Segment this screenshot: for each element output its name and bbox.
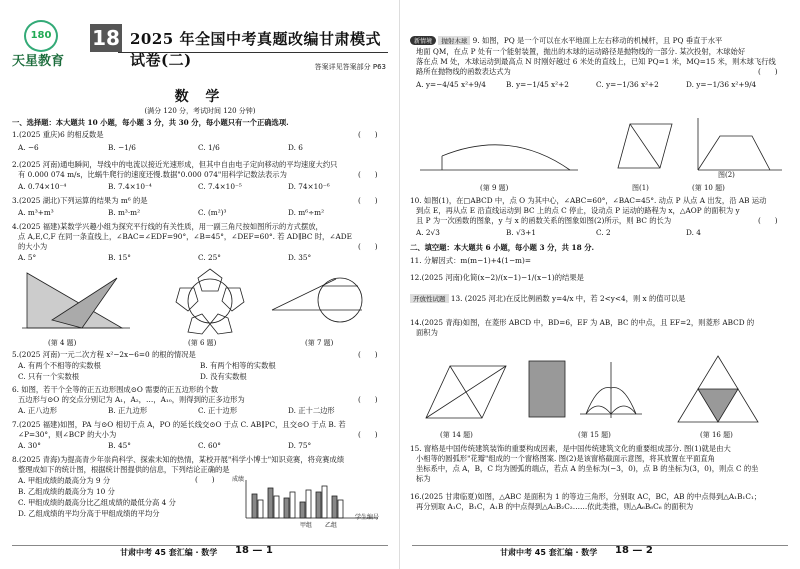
q15-line-1: 15. 窗格是中国传统建筑装饰的重要构成因素，是中国传统建筑文化的重要组成部分. 图(1)就是由大	[410, 444, 731, 453]
q12: 12.(2025 河南)化简(x−2)/(x−1)−1/(x−1)的结果是	[410, 273, 584, 282]
q15-line-4: 标为	[416, 474, 431, 483]
caption-q16: (第 16 题)	[700, 431, 733, 439]
q6-line-2: 五边形与⊙O 的交点分别记为 A₁，A₂，…，A₁₀，则得到的正多边形为	[18, 395, 245, 404]
q10-opt-c: C. 2	[596, 228, 611, 237]
paper-number: 18	[90, 24, 122, 52]
q10-line-2: 到点 E，再从点 E 沿直线运动到 BC 上的点 C 停止，设动点 P 运动的路程为 x，△AOP 的面积为 y	[416, 206, 740, 215]
q3-stem: 3.(2025 湖北)下列运算的结果为 m⁶ 的是	[12, 196, 148, 205]
figure-q10-1	[610, 114, 680, 180]
time-line: (满分 120 分，考试时间 120 分钟)	[144, 107, 256, 115]
q7-opt-a: A. 30°	[18, 441, 41, 450]
q11: 11. 分解因式：m(m−1)+4(1−m)=	[410, 256, 531, 265]
q8-chart-legend-b: 乙组	[325, 522, 338, 529]
q3-opt-d: D. m⁶÷m²	[288, 208, 325, 217]
q4-opt-c: C. 25°	[198, 253, 221, 262]
q9-opt-b: B. y=−1/45 x²+2	[506, 80, 569, 89]
q9-answer-paren: ( )	[758, 67, 778, 76]
q7-line-1: 7.(2025 福建)如图，PA 与⊙O 相切于点 A，PO 的延长线交⊙O 于点 C. AB∥PC，且交⊙O 于点 B. 若	[12, 420, 346, 429]
q4-answer-paren: ( )	[358, 242, 378, 251]
footer-text: 甘肃中考 45 套汇编 · 数学	[120, 548, 218, 557]
figure-q4	[22, 268, 132, 334]
q9-opt-c: C. y=−1/36 x²+2	[596, 80, 659, 89]
footer-rule	[412, 545, 788, 546]
q8-chart-xlabel: 学生编号	[355, 514, 380, 521]
q13-line	[410, 294, 685, 303]
q13-text: 13. (2025 河北)在反比例函数 y=4/x 中，若 2<y<4，则 x 的值可以是	[450, 294, 686, 303]
q1-opt-d: D. 6	[288, 143, 303, 152]
q1-opt-b: B. −1/6	[108, 143, 136, 152]
q2-opt-d: D. 74×10⁻⁶	[288, 182, 330, 191]
q9-line-1-text: 9. 如图，PQ 是一个可以在水平地面上左右移动的机械杆，且 PQ 垂直于水平	[472, 36, 723, 45]
q9-tag2: 抛射木球	[438, 36, 470, 45]
q3-opt-c: C. (m²)³	[198, 208, 227, 217]
q3-opt-a: A. m³+m³	[18, 208, 54, 217]
q14-line-1: 14.(2025 青海)如图，在菱形 ABCD 中，BD=6，EF 为 AB，BC 的中点，且 EF=2，则菱形 ABCD 的	[410, 318, 755, 327]
q2-line-1: 2.(2025 河南)通电瞬间，导线中的电流以接近光速形成，但其中自由电子定向移动的平均速度大约只	[12, 160, 338, 169]
figure-q7	[268, 268, 378, 330]
q5-opt-b: B. 有两个相等的实数根	[200, 361, 276, 370]
q9-opt-a: A. y=−4/45 x²+9/4	[416, 80, 486, 89]
figure-q15-1	[526, 358, 568, 422]
caption-q15: (第 15 题)	[578, 431, 611, 439]
figure-q10-2	[690, 114, 788, 180]
q8-chart-legend-a: 甲组	[300, 522, 313, 529]
footer-page: 18 — 2	[615, 545, 653, 556]
q4-options	[18, 253, 378, 262]
figure-q9	[420, 118, 580, 180]
q10-opt-d: D. 4	[686, 228, 701, 237]
q2-opt-c: C. 7.4×10⁻⁵	[198, 182, 242, 191]
q15-line-2: 小相等的圆弧形"花瓣"组成的一个窗格图案. 图(2)是该窗格截面示意图，将其放置在平面直角	[416, 454, 715, 463]
q4-line-2: 点 A,E,C,F 在同一条直线上，∠BAC=∠EDF=90°，∠B=45°，∠DEF=60°. 若 AD∥BC 时，∠ADE	[18, 232, 352, 241]
q16-line-1: 16.(2025 甘肃临夏)如图，△ABC 是面积为 1 的等边三角形，分别取 AC，BC，AB 的中点得到△A₁B₁C₁；	[410, 492, 762, 501]
q10-answer-paren: ( )	[758, 216, 778, 225]
footer-right	[400, 545, 800, 559]
q9-opt-d: D. y=−1/36 x²+9/4	[686, 80, 757, 89]
q3-opt-b: B. m³·m²	[108, 208, 141, 217]
caption-q10-fig1: 图(1)	[632, 184, 649, 192]
answer-ref: 答案详见答案部分 P63	[314, 63, 386, 71]
q9-line-4: 路所在抛物线的函数表达式为	[416, 67, 511, 76]
q4-opt-d: D. 35°	[288, 253, 312, 262]
logo	[12, 20, 72, 68]
logo-badge: 180	[24, 20, 58, 52]
q1-stem: 1.(2025 重庆)6 的相反数是	[12, 130, 104, 139]
q8-opt-d: D. 乙组成绩的平均分高于甲组成绩的平均分	[18, 509, 160, 518]
q8-opt-a: A. 甲组成绩的最高分为 9 分	[18, 476, 111, 485]
q10-opt-b: B. √3+1	[506, 228, 537, 237]
q8-chart-ylabel: 成绩	[232, 476, 245, 483]
q5-opt-d: D. 没有实数根	[200, 372, 247, 381]
q14-line-2: 面积为	[416, 328, 438, 337]
q9-options	[416, 80, 776, 89]
q10-line-3: 且 P 为一次函数的图象，y 与 x 的函数关系的图象如图(2)所示，则 BC 的长为	[416, 216, 672, 225]
caption-q14: (第 14 题)	[440, 431, 473, 439]
section-2-heading: 二、填空题：本大题共 6 小题，每小题 3 分，共 18 分.	[410, 243, 595, 252]
subject-title: 数 学	[174, 89, 226, 105]
caption-q10: (第 10 题)	[692, 184, 725, 192]
q15-line-3: 坐标系中，点 A，B，C 均为圆弧的端点，若点 A 的坐标为(−3，0)，点 B 的坐标为(3，0)，则点 C 的坐	[416, 464, 759, 473]
q10-opt-a: A. 2√3	[416, 228, 440, 237]
figure-q16	[674, 352, 762, 426]
q7-line-2: ∠P=30°，则∠BCP 的大小为	[18, 430, 117, 439]
right-page	[400, 0, 800, 569]
q2-line-2: 有 0.000 074 m/s，比蜗牛爬行的速度还慢.数据"0.000 074"用科学记数法表示为	[18, 170, 287, 179]
q6-answer-paren: ( )	[358, 395, 378, 404]
q8-line-2: 整理成如下的统计图，根据统计图提供的信息，下列结论正确的是	[18, 465, 230, 474]
q5-stem: 5.(2025 河南)一元二次方程 x²−2x−6=0 的根的情况是	[12, 350, 196, 359]
q6-opt-c: C. 正十边形	[198, 406, 238, 415]
q4-line-3: 的大小为	[18, 242, 48, 251]
q9-line-3: 落在点 M 处，木球运动到最高点 N 时刚好越过 6 米处的直线上，已知 PQ=1 米，MQ=15 米，则木球飞行线	[416, 57, 776, 66]
q7-options	[18, 441, 378, 450]
q6-opt-a: A. 正八边形	[18, 406, 58, 415]
q6-opt-d: D. 正十二边形	[288, 406, 335, 415]
caption-q9: (第 9 题)	[480, 184, 509, 192]
caption-q6: (第 6 题)	[188, 339, 217, 347]
q7-opt-d: D. 75°	[288, 441, 312, 450]
q7-answer-paren: ( )	[358, 430, 378, 439]
q1-options	[18, 143, 378, 152]
caption-q10-fig2: 图(2)	[718, 171, 735, 179]
q3-options	[18, 208, 378, 217]
q6-opt-b: B. 正九边形	[108, 406, 148, 415]
q8-opt-b: B. 乙组成绩的最高分为 10 分	[18, 487, 115, 496]
q8-line-1: 8.(2025 青海)为提高青少年崇尚科学、探索未知的热情，某校开展"科学小博士"知识竞赛，将竞赛成绩	[12, 455, 345, 464]
q16-line-2: 再分别取 A₁C，B₁C，A₁B 的中点得到△A₂B₂C₂……依此类推，则△A₆B₆C₆ 的面积为	[416, 502, 694, 511]
q7-opt-b: B. 45°	[108, 441, 131, 450]
figure-q15-2	[576, 358, 646, 424]
q1-answer-paren: ( )	[358, 130, 378, 139]
q10-line-1: 10. 如图(1)，在□ABCD 中，点 O 为其中心，∠ABC=60°，∠BAC=45°. 动点 P 从点 A 出发，沿 AB 运动	[410, 196, 767, 205]
caption-q4: (第 4 题)	[48, 339, 77, 347]
logo-text: 天星教育	[12, 54, 65, 69]
q5-opt-c: C. 只有一个实数根	[18, 372, 80, 381]
q6-options	[18, 406, 378, 416]
figure-q6	[170, 266, 250, 336]
q2-options	[18, 182, 378, 191]
q9-line-2: 地面 QM，在点 P 处有一个能射装置，抛出的木球的运动路径是抛物线的一部分. 某次投射，木球始好	[416, 47, 746, 56]
q2-opt-b: B. 7.4×10⁻⁴	[108, 182, 152, 191]
q4-line-1: 4.(2025 福建)某数学兴趣小组为探究平行线的有关性质，用一副三角尺按如图所示的方式摆放，	[12, 222, 323, 231]
footer-left	[0, 545, 400, 559]
q5-answer-paren: ( )	[358, 350, 378, 359]
footer-page: 18 — 1	[235, 545, 273, 556]
q13-tag: 开放性试题	[410, 294, 449, 303]
page-title: 2025 年全国中考真题改编甘肃模式试卷(二)	[130, 30, 381, 69]
q5-opt-a: A. 有两个不相等的实数根	[18, 361, 101, 370]
q2-answer-paren: ( )	[358, 170, 378, 179]
q6-line-1: 6. 如图，若干个全等的正五边形围成⊙O 需要的正五边形的个数	[12, 385, 219, 394]
q3-answer-paren: ( )	[358, 196, 378, 205]
section-1-heading: 一、选择题：本大题共 10 小题，每小题 3 分，共 30 分，每小题只有一个正确选项.	[12, 118, 289, 127]
q7-opt-c: C. 60°	[198, 441, 221, 450]
figure-q14	[420, 360, 510, 424]
q4-opt-b: B. 15°	[108, 253, 131, 262]
q8-opt-c: C. 甲组成绩的最高分比乙组成绩的最低分高 4 分	[18, 498, 176, 507]
header	[12, 18, 392, 73]
q2-opt-a: A. 0.74×10⁻⁴	[18, 182, 67, 191]
caption-q7: (第 7 题)	[305, 339, 334, 347]
q1-opt-a: A. −6	[18, 143, 39, 152]
footer-text: 甘肃中考 45 套汇编 · 数学	[500, 548, 598, 557]
q8-answer-paren: ( )	[195, 475, 215, 484]
footer-rule	[12, 545, 388, 546]
title-rule	[118, 52, 388, 53]
q4-opt-a: A. 5°	[18, 253, 37, 262]
q9-line-1	[410, 36, 722, 45]
q9-tag: 新情境	[410, 36, 436, 45]
q1-opt-c: C. 1/6	[198, 143, 220, 152]
q10-options	[416, 228, 776, 237]
